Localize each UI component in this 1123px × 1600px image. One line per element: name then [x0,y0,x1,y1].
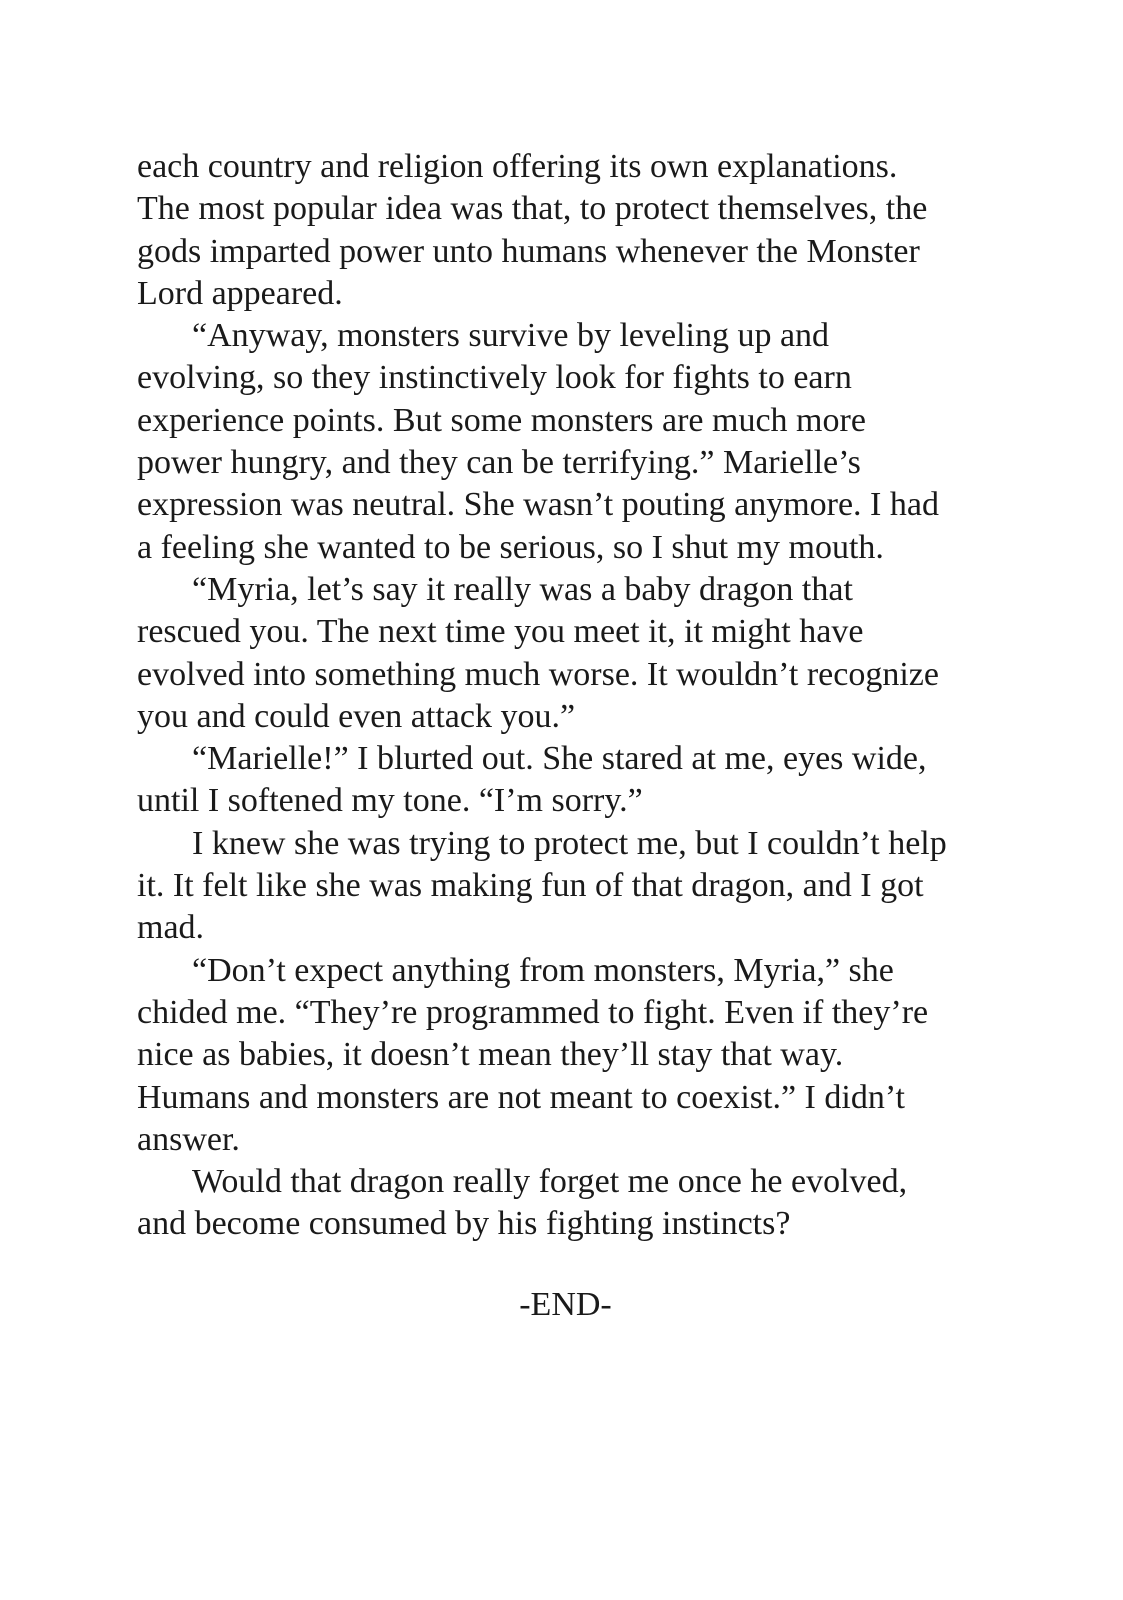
text-line: nice as babies, it doesn’t mean they’ll stay that way. [137,1036,844,1074]
text-line: you and could even attack you.” [137,697,576,735]
text-line: “Marielle!” I blurted out. She stared at me, eyes wide, [192,740,927,778]
paragraph [137,569,987,738]
text-line: evolved into something much worse. It wouldn’t recognize [137,655,939,693]
paragraph [137,315,987,569]
text-line: Lord appeared. [137,274,343,312]
text-line: each country and religion offering its own explanations. [137,148,898,185]
text-line: mad. [137,909,205,947]
text-line: power hungry, and they can be terrifying.” Marielle’s [137,444,861,482]
paragraph [137,738,987,823]
text-line: rescued you. The next time you meet it, it might have [137,613,864,651]
paragraph [137,823,987,950]
end-marker: -END- [519,1286,612,1323]
text-line: “Don’t expect anything from monsters, Myria,” she [192,951,894,989]
text-line: “Myria, let’s say it really was a baby dragon that [192,570,853,608]
body-text [137,146,987,1246]
text-line: and become consumed by his fighting instincts? [137,1205,791,1243]
paragraph [137,950,987,1161]
text-line: “Anyway, monsters survive by leveling up and [192,317,830,355]
text-line: Humans and monsters are not meant to coexist.” I didn’t [137,1078,905,1116]
text-line: evolving, so they instinctively look for fights to earn [137,359,852,397]
text-line: chided me. “They’re programmed to fight. Even if they’re [137,993,929,1031]
text-line: it. It felt like she was making fun of that dragon, and I got [137,867,924,905]
text-line: I knew she was trying to protect me, but I couldn’t help [192,824,947,862]
text-line: experience points. But some monsters are much more [137,401,866,439]
text-line: until I softened my tone. “I’m sorry.” [137,782,643,820]
text-line: Would that dragon really forget me once he evolved, [192,1163,908,1201]
text-line: a feeling she wanted to be serious, so I shut my mouth. [137,528,884,566]
paragraph [137,146,987,315]
text-line: The most popular idea was that, to protect themselves, the [137,190,928,228]
text-line: answer. [137,1120,240,1158]
text-line: expression was neutral. She wasn’t pouting anymore. I had [137,486,939,524]
text-line: gods imparted power unto humans whenever the Monster [137,232,920,270]
paragraph [137,1161,987,1246]
